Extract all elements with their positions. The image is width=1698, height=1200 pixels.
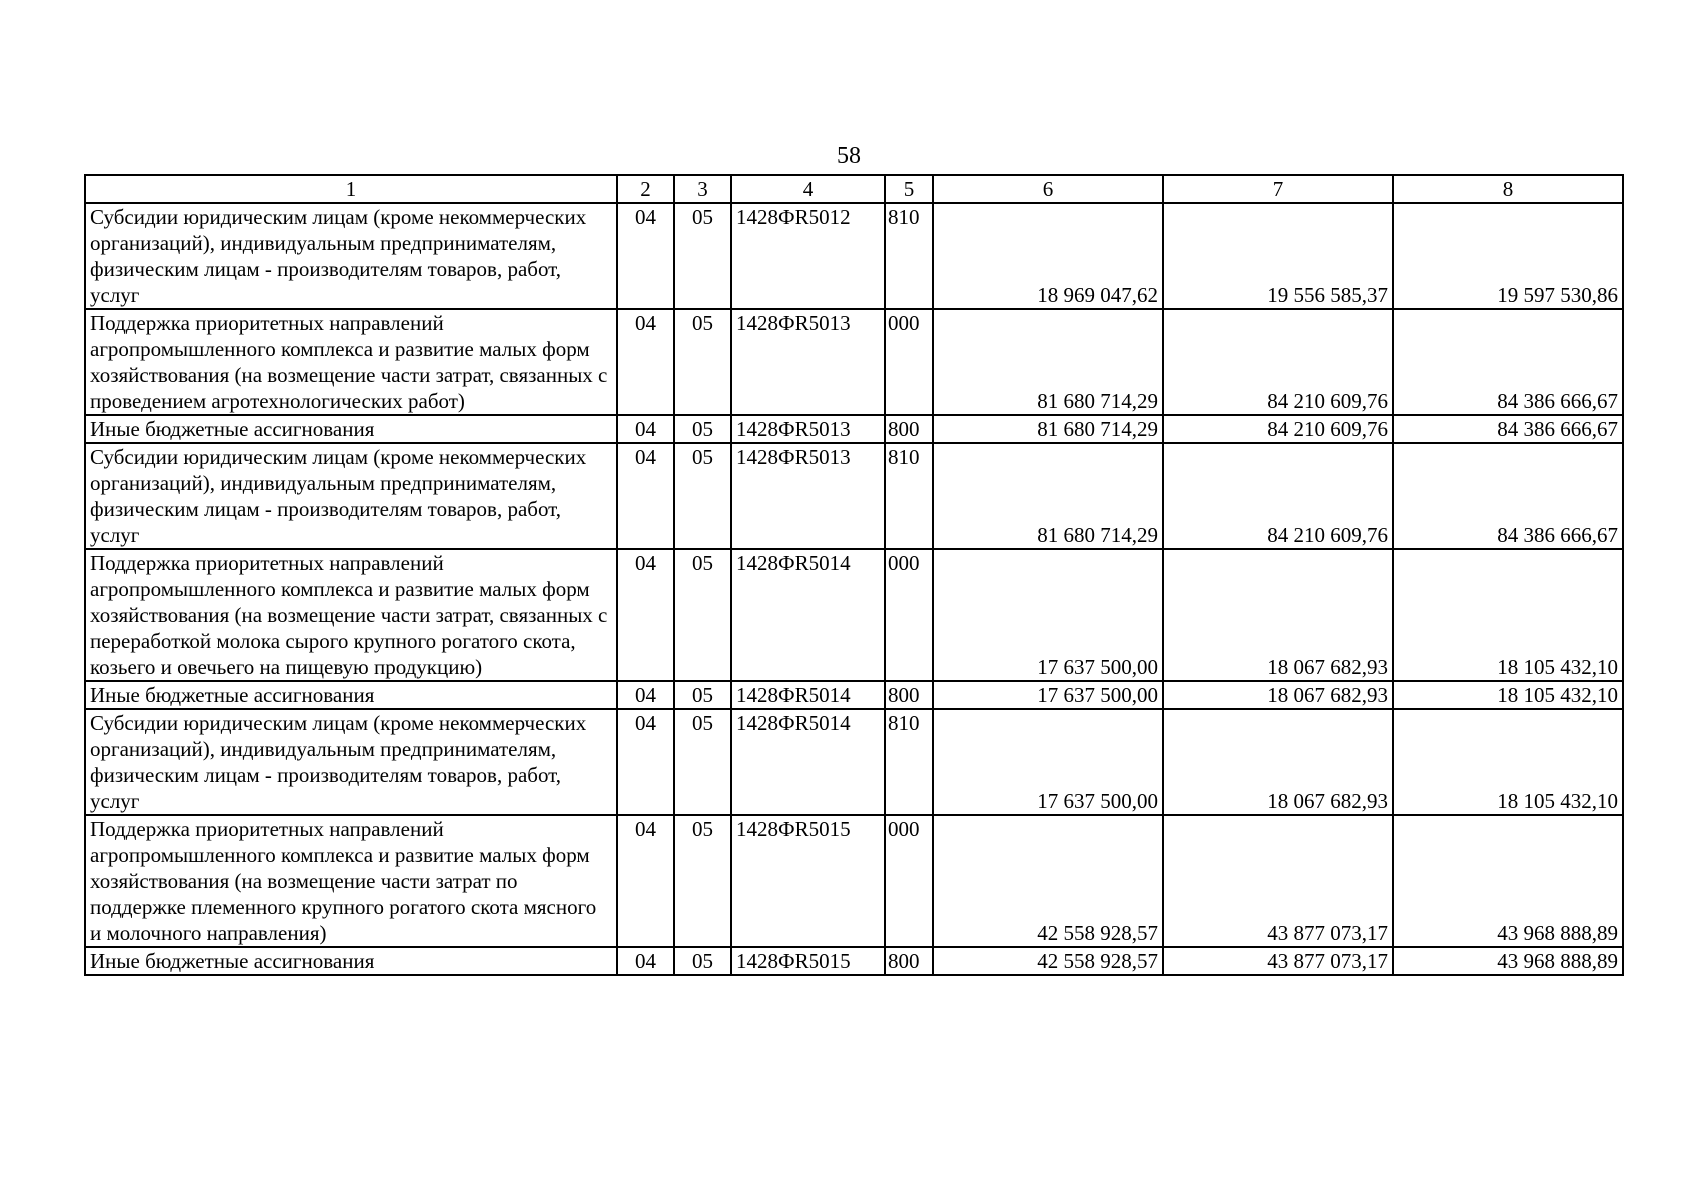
table-row <box>85 309 1623 415</box>
subsection-code-cell: 05 <box>674 203 731 309</box>
target-article-cell: 1428ФR5014 <box>731 681 885 709</box>
column-header-4: 4 <box>731 175 885 203</box>
table-row <box>85 947 1623 975</box>
row-name-cell: Иные бюджетные ассигнования <box>85 947 617 975</box>
table-row <box>85 415 1623 443</box>
amount-col6-cell: 42 558 928,57 <box>933 815 1163 947</box>
budget-table <box>84 174 1624 976</box>
amount-col7-cell: 43 877 073,17 <box>1163 815 1393 947</box>
row-name-cell: Поддержка приоритетных направлений агропромышленного комплекса и развитие малых форм хозяйствования (на возмещение части затрат, связанных с переработкой молока сырого крупного рогатого скота, козьего и овечьего на пищевую продукцию) <box>85 549 617 681</box>
amount-col6-cell: 18 969 047,62 <box>933 203 1163 309</box>
subsection-code-cell: 05 <box>674 681 731 709</box>
amount-col8-cell: 43 968 888,89 <box>1393 815 1623 947</box>
target-article-cell: 1428ФR5012 <box>731 203 885 309</box>
section-code-cell: 04 <box>617 309 674 415</box>
section-code-cell: 04 <box>617 815 674 947</box>
amount-col6-cell: 81 680 714,29 <box>933 415 1163 443</box>
target-article-cell: 1428ФR5015 <box>731 815 885 947</box>
subsection-code-cell: 05 <box>674 309 731 415</box>
row-name-cell: Субсидии юридическим лицам (кроме некоммерческих организаций), индивидуальным предпринимателям, физическим лицам - производителям товаров, работ, услуг <box>85 203 617 309</box>
amount-col6-cell: 42 558 928,57 <box>933 947 1163 975</box>
amount-col6-cell: 17 637 500,00 <box>933 549 1163 681</box>
subsection-code-cell: 05 <box>674 815 731 947</box>
row-name-cell: Поддержка приоритетных направлений агропромышленного комплекса и развитие малых форм хозяйствования (на возмещение части затрат по поддержке племенного крупного рогатого скота мясного и молочного направления) <box>85 815 617 947</box>
section-code-cell: 04 <box>617 709 674 815</box>
page-number: 58 <box>837 143 861 169</box>
subsection-code-cell: 05 <box>674 549 731 681</box>
column-header-3: 3 <box>674 175 731 203</box>
section-code-cell: 04 <box>617 947 674 975</box>
row-name-cell: Субсидии юридическим лицам (кроме некоммерческих организаций), индивидуальным предпринимателям, физическим лицам - производителям товаров, работ, услуг <box>85 443 617 549</box>
amount-col8-cell: 43 968 888,89 <box>1393 947 1623 975</box>
column-header-1: 1 <box>85 175 617 203</box>
table-header-row <box>85 175 1623 203</box>
expense-type-cell: 800 <box>885 415 933 443</box>
target-article-cell: 1428ФR5013 <box>731 415 885 443</box>
expense-type-cell: 000 <box>885 549 933 681</box>
amount-col7-cell: 18 067 682,93 <box>1163 709 1393 815</box>
section-code-cell: 04 <box>617 415 674 443</box>
subsection-code-cell: 05 <box>674 443 731 549</box>
target-article-cell: 1428ФR5014 <box>731 549 885 681</box>
row-name-cell: Иные бюджетные ассигнования <box>85 681 617 709</box>
table-row <box>85 443 1623 549</box>
expense-type-cell: 800 <box>885 947 933 975</box>
section-code-cell: 04 <box>617 203 674 309</box>
subsection-code-cell: 05 <box>674 415 731 443</box>
target-article-cell: 1428ФR5013 <box>731 443 885 549</box>
amount-col8-cell: 84 386 666,67 <box>1393 443 1623 549</box>
column-header-2: 2 <box>617 175 674 203</box>
expense-type-cell: 810 <box>885 709 933 815</box>
column-header-6: 6 <box>933 175 1163 203</box>
table-row <box>85 203 1623 309</box>
amount-col7-cell: 43 877 073,17 <box>1163 947 1393 975</box>
amount-col6-cell: 17 637 500,00 <box>933 681 1163 709</box>
section-code-cell: 04 <box>617 443 674 549</box>
target-article-cell: 1428ФR5014 <box>731 709 885 815</box>
amount-col7-cell: 19 556 585,37 <box>1163 203 1393 309</box>
column-header-8: 8 <box>1393 175 1623 203</box>
table-row <box>85 549 1623 681</box>
amount-col8-cell: 18 105 432,10 <box>1393 709 1623 815</box>
section-code-cell: 04 <box>617 681 674 709</box>
amount-col8-cell: 19 597 530,86 <box>1393 203 1623 309</box>
amount-col6-cell: 17 637 500,00 <box>933 709 1163 815</box>
amount-col6-cell: 81 680 714,29 <box>933 309 1163 415</box>
table-row <box>85 709 1623 815</box>
expense-type-cell: 800 <box>885 681 933 709</box>
section-code-cell: 04 <box>617 549 674 681</box>
amount-col8-cell: 18 105 432,10 <box>1393 549 1623 681</box>
expense-type-cell: 000 <box>885 309 933 415</box>
row-name-cell: Субсидии юридическим лицам (кроме некоммерческих организаций), индивидуальным предпринимателям, физическим лицам - производителям товаров, работ, услуг <box>85 709 617 815</box>
row-name-cell: Иные бюджетные ассигнования <box>85 415 617 443</box>
amount-col7-cell: 84 210 609,76 <box>1163 443 1393 549</box>
row-name-cell: Поддержка приоритетных направлений агропромышленного комплекса и развитие малых форм хозяйствования (на возмещение части затрат, связанных с проведением агротехнологических работ) <box>85 309 617 415</box>
target-article-cell: 1428ФR5015 <box>731 947 885 975</box>
amount-col8-cell: 84 386 666,67 <box>1393 415 1623 443</box>
table-row <box>85 681 1623 709</box>
amount-col7-cell: 18 067 682,93 <box>1163 681 1393 709</box>
amount-col7-cell: 84 210 609,76 <box>1163 415 1393 443</box>
column-header-5: 5 <box>885 175 933 203</box>
subsection-code-cell: 05 <box>674 709 731 815</box>
target-article-cell: 1428ФR5013 <box>731 309 885 415</box>
amount-col8-cell: 84 386 666,67 <box>1393 309 1623 415</box>
expense-type-cell: 000 <box>885 815 933 947</box>
amount-col6-cell: 81 680 714,29 <box>933 443 1163 549</box>
amount-col7-cell: 84 210 609,76 <box>1163 309 1393 415</box>
amount-col7-cell: 18 067 682,93 <box>1163 549 1393 681</box>
table-row <box>85 815 1623 947</box>
subsection-code-cell: 05 <box>674 947 731 975</box>
expense-type-cell: 810 <box>885 203 933 309</box>
amount-col8-cell: 18 105 432,10 <box>1393 681 1623 709</box>
column-header-7: 7 <box>1163 175 1393 203</box>
expense-type-cell: 810 <box>885 443 933 549</box>
